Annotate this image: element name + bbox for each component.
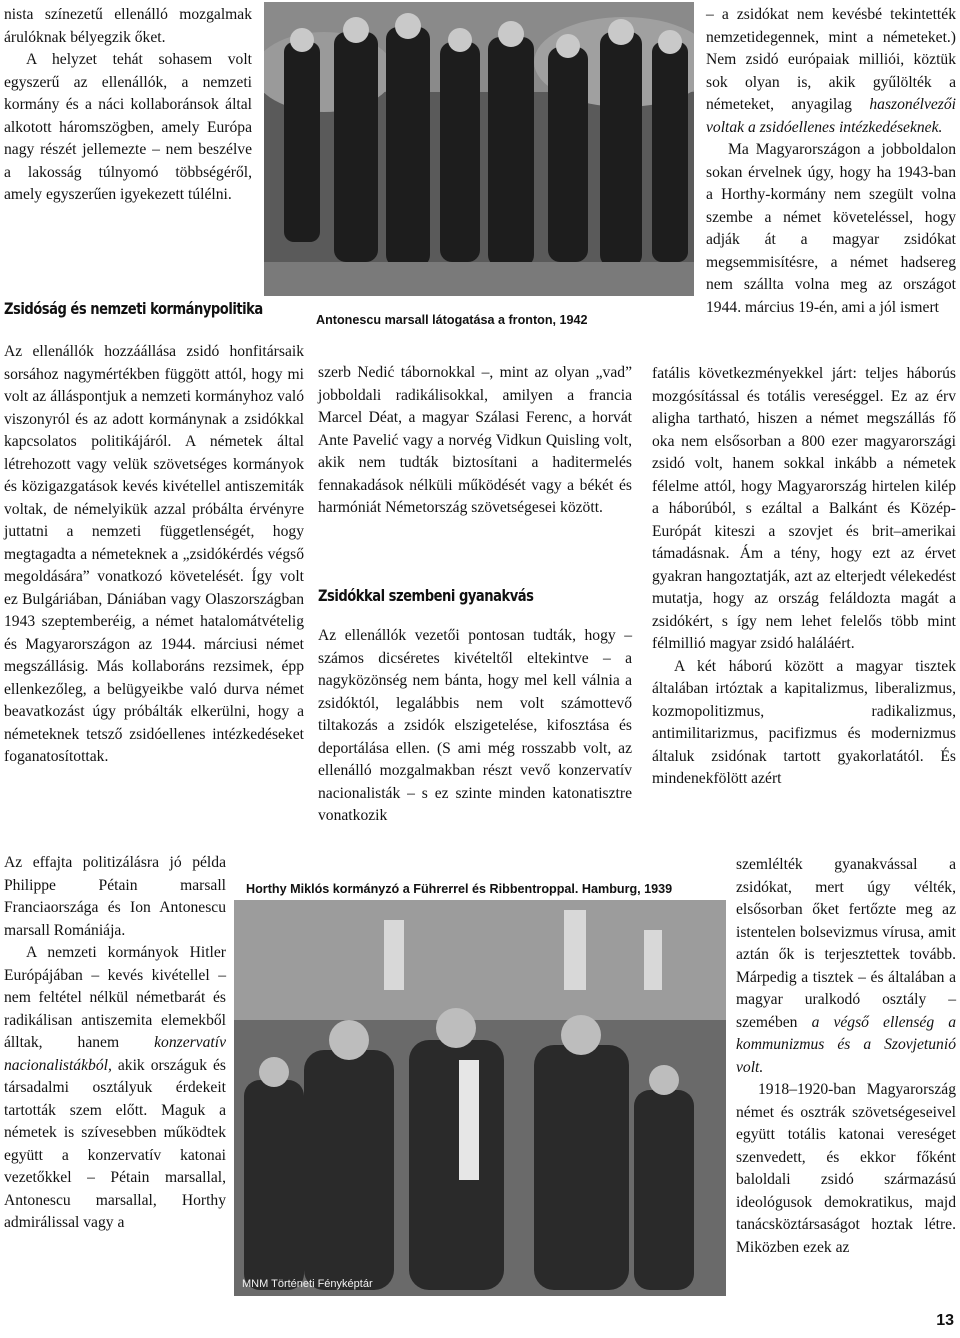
- photo1-caption: Antonescu marsall látogatása a fronton, 1942: [316, 313, 588, 327]
- paragraph: fatális következményekkel járt: teljes háborús mozgósítással és totális vereséggel. Ez az érv aligha tartható, hiszen a német megszállás fő oka nem elsősorban a 800 ezer magyarországi zsidó volt, hanem sokkal inkább a németek félelme attól, hogy Magyarország hirtelen kilép a háborúból, s ezáltal a Balkánt és Közép-Európát kiteszi a szovjet és brit–amerikai támadásnak. Ám a tény, hogy ezt az érvet gyakran hangoztatják, azt az elterjedt vélekedést mutatja, hogy az ország feláldozta magát a zsidókért, s így nem lehet felelős több mint félmillió magyar zsidó haláláért.: [652, 365, 956, 652]
- paragraph: A két háború között a magyar tisztek általában irtóztak a kapitalizmus, liberalizmus, kozmopolitizmus, radikalizmus, antimilitarizmus, pacifizmus és modernizmus általuk zsidónak tartott gyakorlatától. És mindenekfölött azért: [652, 657, 956, 787]
- column-3-top: [706, 4, 956, 319]
- paragraph: [706, 4, 956, 139]
- column-2-section: [318, 625, 632, 828]
- column-1-top: [4, 4, 252, 207]
- paragraph: nista színezetű ellenálló mozgalmak árulóknak bélyegzik őket.: [4, 6, 252, 46]
- column-1-wide: [4, 341, 304, 769]
- emphasis: haszonélvezői voltak a zsidóellenes intézkedéseknek.: [706, 96, 956, 136]
- column-1-narrow: [4, 852, 226, 1235]
- emphasis: konzervatív nacionalistákból,: [4, 1034, 226, 1074]
- photo-horthy-hamburg: [234, 900, 726, 1296]
- paragraph: Az effajta politizálásra jó példa Philippe Pétain marsall Franciaországa és Ion Antonescu marsall Romániája.: [4, 854, 226, 939]
- column-3-narrow: [736, 854, 956, 1259]
- section-heading-1: Zsidóság és nemzeti kormánypolitika: [4, 299, 263, 318]
- text-run: A nemzeti kormányok Hitler Európájában – kevés kivétellel – nem feltétel nélkül németbarát és radikálisan antiszemita elemekből álltak, hanem: [4, 944, 226, 1051]
- text-run: szemlélték gyanakvással a zsidókat, mert úgy vélték, elsősorban őket fertőzte meg az istentelen bolsevizmus vírusa, amit aztán ők is terjesztettek tovább. Márpedig a tisztek – és általában a magyar uralkodó osztály – szemében: [736, 856, 956, 1031]
- photo-horthy-image: [234, 900, 726, 1296]
- column-2: [318, 362, 632, 520]
- paragraph: Ma Magyarországon a jobboldalon sokan érvelnek úgy, hogy ha 1943-ban a Horthy-kormány nem szegült volna szembe a német követeléssel, hogy adják át a magyar zsidókat megsemmisítésre, a német hadsereg nem szállta volna meg az országot 1944. március 19-én, ami a jól ismert: [706, 141, 956, 316]
- photo-antonescu-front: [264, 2, 694, 296]
- paragraph: Az ellenállók vezetői pontosan tudták, hogy – számos dicséretes kivételtől eltekintve – a nagyközönség nem bánta, hogy mel kell válnia a zsidóktól, legalábbis nem volt számottevő tiltakozás a zsidók elszigetelése, kifosztása és deportálása ellen. (S ami még rosszabb volt, az ellenálló mozgalmakban részt vevő konzervatív nacionalisták – s ez szinte minden katonatisztre vonatkozik: [318, 627, 632, 824]
- page-number: 13: [936, 1312, 954, 1329]
- paragraph: A helyzet tehát sohasem volt egyszerű az ellenállók, a nemzeti kormány és a náci kollaboránsok által alkotott háromszögben, amely Európa nagy részét jellemezte – nem beszélve a lakosság túlnyomó többségéről, amely egyszerűen igyekezett túlélni.: [4, 51, 252, 203]
- paragraph: 1918–1920-ban Magyarország német és osztrák szövetségeseivel együtt totális katonai vereséget szenvedett, és ekkor főként baloldali zsidó származású ideológusok demokratikus, majd tanácsköztársaságot hoztak létre. Miközben ezek az: [736, 1081, 956, 1256]
- column-3-wide: [652, 363, 956, 791]
- paragraph: [4, 942, 226, 1235]
- paragraph: Az ellenállók hozzáállása zsidó honfitársaik sorsához nagymértékben függött attól, hogy mi volt az álláspontjuk a nemzeti kormányhoz való viszonyról és az adott kormánynak a zsidókkal kapcsolatos politikájáról. A németek által létrehozott vagy velük szövetséges kormányok és közigazgatások kevés kivétellel antiszemiták voltak, de némelyikük azzal próbálta érvényre juttatni a nemzeti függetlenségét, hogy megtagadta a németeknek a „zsidókérdés végső megoldására” vonatkozó követelését. Így volt ez Bulgáriában, Dániában vagy Olaszországban 1943 szeptemberéig, a német hatalomátvételig és Magyarországon az 1944. márciusi német megszállásig. Más kollaboráns rezsimek, épp ellenkezőleg, a belügyeikbe való durva német beavatkozást úgy próbálták elkerülni, hogy a németeknek tetsző zsidóellenes intézkedéseket foganatosítottak.: [4, 343, 304, 765]
- emphasis: a végső ellenség a kommunizmus és a Szovjetunió volt.: [736, 1013, 956, 1076]
- paragraph: [736, 854, 956, 1079]
- text-run: – a zsidókat nem kevésbé tekintették nemzetidegennek, mint a németeket.) Nem zsidó európaiak milliói, köztük sok olyan is, akik gyűlölték a németeket, anyagilag: [706, 6, 956, 113]
- photo2-caption: Horthy Miklós kormányzó a Führerrel és Ribbentroppal. Hamburg, 1939: [246, 882, 673, 896]
- paragraph: szerb Nedić tábornokkal –, mint az olyan „vad” jobboldali radikálisokkal, amilyen a francia Marcel Déat, a magyar Szálasi Ferenc, a horvát Ante Pavelić vagy a norvég Vidkun Quisling volt, akik nem tudták biztosítani a haditermelés fennakadások nélküli működését vagy a békét és harmóniát Németország szövetségesei között.: [318, 364, 632, 516]
- photo-credit: MNM Történeti Fényképtár: [242, 1278, 373, 1290]
- text-run: akik országuk és társadalmi osztályuk érdekeit tartották szem előtt. Maguk a németek is szívesebben működtek együtt a konzervatív katonai vezetőkkel – Pétain marsallal, Antonescu marsallal, Horthy admirálissal vagy a: [4, 1056, 226, 1231]
- photo-antonescu-image: [264, 2, 694, 296]
- section-heading-2: Zsidókkal szembeni gyanakvás: [318, 586, 534, 605]
